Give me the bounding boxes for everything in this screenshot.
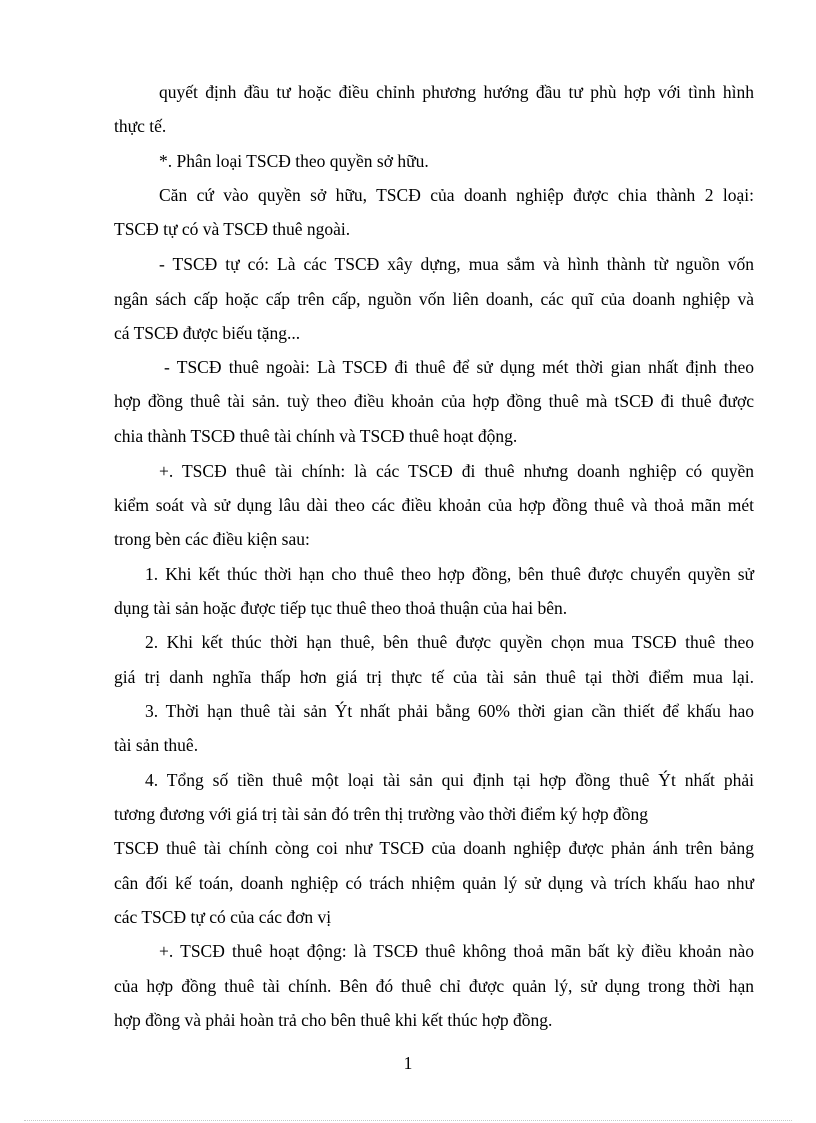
text-line: của hợp đồng thuê tài chính. Bên đó thuê chỉ được quản lý, sử dụng trong thời hạn <box>114 976 754 996</box>
section-heading: *. Phân loại TSCĐ theo quyền sở hữu. <box>159 151 429 171</box>
text-line: - TSCĐ thuê ngoài: Là TSCĐ đi thuê để sử dụng mét thời gian nhất định theo <box>164 357 754 377</box>
text-line: cá TSCĐ được biếu tặng... <box>114 323 301 343</box>
text-line: +. TSCĐ thuê tài chính: là các TSCĐ đi thuê nhưng doanh nghiệp có quyền <box>159 461 754 481</box>
list-item: 1. Khi kết thúc thời hạn cho thuê theo hợp đồng, bên thuê được chuyển quyền sử <box>145 564 754 584</box>
text-line: trong bèn các điều kiện sau: <box>114 529 310 549</box>
text-line: quyết định đầu tư hoặc điều chỉnh phương hướng đầu tư phù hợp với tình hình <box>159 82 754 102</box>
text-line: các TSCĐ tự có của các đơn vị <box>114 907 332 927</box>
text-line: kiểm soát và sử dụng lâu dài theo các điều khoản của hợp đồng thuê và thoả mãn mét <box>114 495 754 515</box>
text-line: TSCĐ thuê tài chính còng coi như TSCĐ của doanh nghiệp được phản ánh trên bảng <box>114 838 754 858</box>
text-line: TSCĐ tự có và TSCĐ thuê ngoài. <box>114 219 351 239</box>
text-line: - TSCĐ tự có: Là các TSCĐ xây dựng, mua sắm và hình thành từ nguồn vốn <box>159 254 754 274</box>
page-divider <box>24 1120 792 1121</box>
text-line: tương đương với giá trị tài sản đó trên thị trường vào thời điểm ký hợp đồng <box>114 804 649 824</box>
list-item: 4. Tổng số tiền thuê một loại tài sản qui định tại hợp đồng thuê Ýt nhất phải <box>145 770 754 790</box>
text-line: giá trị danh nghĩa thấp hơn giá trị thực tế của tài sản thuê tại thời điểm mua lại. <box>114 667 754 687</box>
text-line: cân đối kế toán, doanh nghiệp có trách nhiệm quản lý sử dụng và trích khấu hao như <box>114 873 754 893</box>
text-line: ngân sách cấp hoặc cấp trên cấp, nguồn vốn liên doanh, các quĩ của doanh nghiệp và <box>114 289 754 309</box>
text-line: dụng tài sản hoặc được tiếp tục thuê theo thoả thuận của hai bên. <box>114 598 568 618</box>
text-line: thực tế. <box>114 116 167 136</box>
text-line: hợp đồng và phải hoàn trả cho bên thuê khi kết thúc hợp đồng. <box>114 1010 553 1030</box>
text-line: +. TSCĐ thuê hoạt động: là TSCĐ thuê không thoả mãn bất kỳ điều khoản nào <box>159 941 754 961</box>
text-line: tài sản thuê. <box>114 735 199 755</box>
text-line: hợp đồng thuê tài sản. tuỳ theo điều khoản của hợp đồng thuê mà tSCĐ đi thuê được <box>114 391 754 411</box>
text-line: Căn cứ vào quyền sở hữu, TSCĐ của doanh nghiệp được chia thành 2 loại: <box>159 185 754 205</box>
list-item: 2. Khi kết thúc thời hạn thuê, bên thuê được quyền chọn mua TSCĐ thuê theo <box>145 632 754 652</box>
list-item: 3. Thời hạn thuê tài sản Ýt nhất phải bằng 60% thời gian cần thiết để khấu hao <box>145 701 754 721</box>
text-line: chia thành TSCĐ thuê tài chính và TSCĐ thuê hoạt động. <box>114 426 518 446</box>
page-number: 1 <box>403 1053 413 1073</box>
